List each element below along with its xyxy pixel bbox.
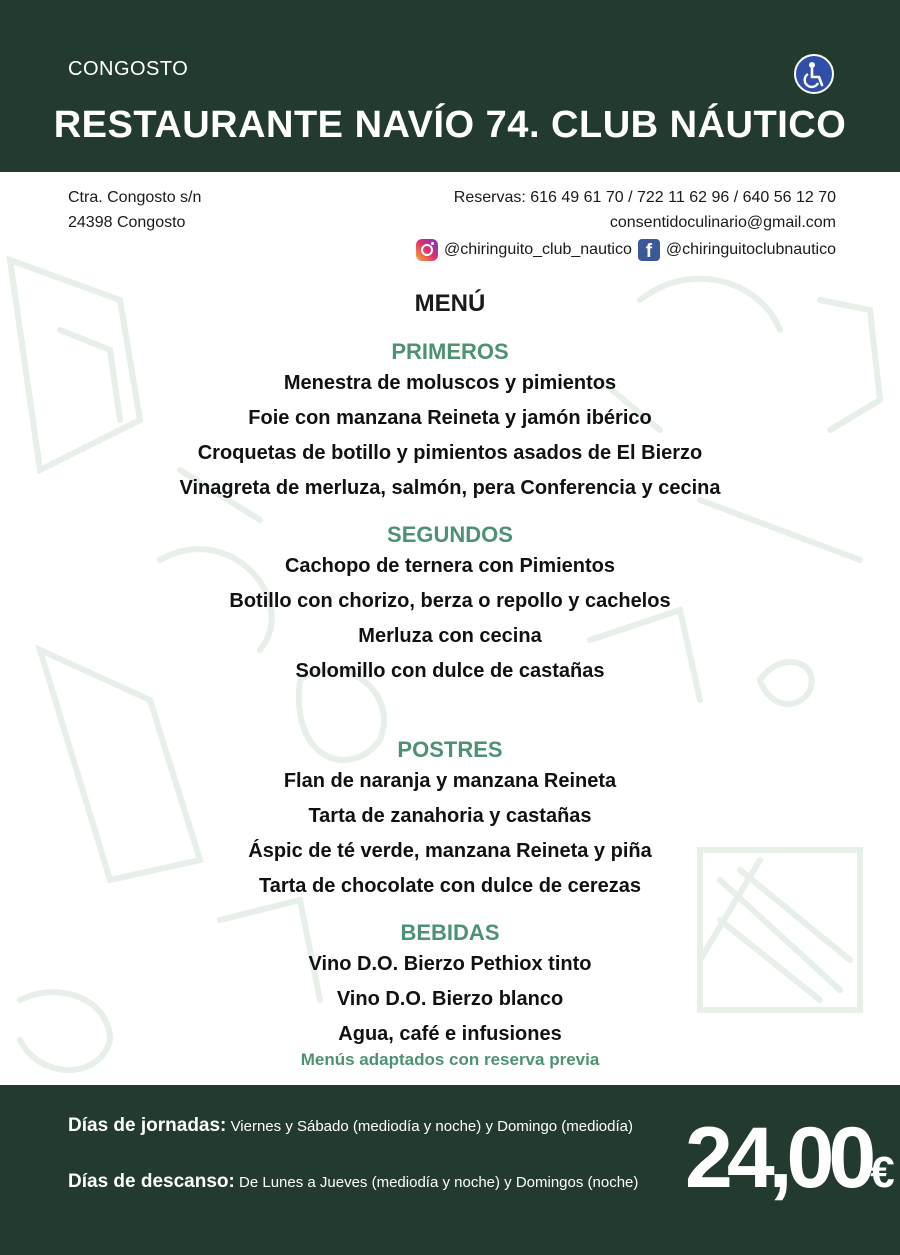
footer-banner (0, 1085, 900, 1255)
location-label: CONGOSTO (68, 58, 189, 80)
section-title: SEGUNDOS (387, 522, 513, 547)
restaurant-title: RESTAURANTE NAVÍO 74. CLUB NÁUTICO (53, 104, 847, 146)
price-amount: 24,00 (685, 1110, 871, 1206)
opening-days-value: Viernes y Sábado (mediodía y noche) y Domingo (mediodía) (230, 1118, 633, 1135)
dish-item: Vinagreta de merluza, salmón, pera Conferencia y cecina (179, 477, 721, 499)
wheelchair-icon (794, 54, 834, 94)
menu-sections (0, 338, 900, 1052)
closed-days-value: De Lunes a Jueves (mediodía y noche) y Domingos (noche) (239, 1174, 639, 1191)
dish-item: Solomillo con dulce de castañas (295, 660, 605, 682)
dish-item: Tarta de zanahoria y castañas (308, 805, 592, 827)
section-title: BEBIDAS (400, 920, 500, 945)
contact-block (454, 185, 836, 235)
dish-item: Cachopo de ternera con Pimientos (284, 555, 616, 577)
instagram-handle[interactable]: @chiringuito_club_nautico (443, 241, 632, 258)
opening-days-label: Días de jornadas: (68, 1115, 227, 1136)
section-title: POSTRES (397, 737, 503, 762)
dish-item: Merluza con cecina (358, 625, 542, 647)
dish-item: Flan de naranja y manzana Reineta (283, 770, 617, 792)
dish-item: Áspic de té verde, manzana Reineta y piña (248, 840, 652, 862)
drink-item: Agua, café e infusiones (338, 1023, 562, 1045)
instagram-icon (416, 239, 438, 261)
dish-item: Tarta de chocolate con dulce de cerezas (259, 875, 641, 897)
drink-item: Vino D.O. Bierzo blanco (336, 988, 564, 1010)
section-primeros (0, 338, 900, 506)
menu-title: MENÚ (414, 290, 486, 317)
email-link[interactable]: consentidoculinario@gmail.com (609, 214, 836, 231)
address-line-2: 24398 Congosto (68, 214, 186, 231)
address-line-1: Ctra. Congosto s/n (68, 189, 202, 206)
address-block (68, 185, 201, 235)
dish-item: Menestra de moluscos y pimientos (283, 372, 617, 394)
section-bebidas (0, 919, 900, 1052)
opening-days-row (68, 1115, 633, 1137)
menu-price (685, 1103, 895, 1228)
drink-item: Vino D.O. Bierzo Pethiox tinto (308, 953, 592, 975)
facebook-handle[interactable]: @chiringuitoclubnautico (665, 241, 836, 258)
dish-item: Croquetas de botillo y pimientos asados de El Bierzo (197, 442, 703, 464)
closed-days-label: Días de descanso: (68, 1171, 235, 1192)
section-postres (0, 736, 900, 904)
dish-item: Botillo con chorizo, berza o repollo y cachelos (229, 590, 671, 612)
price-currency: € (870, 1148, 895, 1197)
closed-days-row (68, 1171, 638, 1193)
social-links (416, 239, 836, 261)
section-title: PRIMEROS (391, 339, 509, 364)
header-banner (0, 0, 900, 172)
reservation-phones: Reservas: 616 49 61 70 / 722 11 62 96 / 640 56 12 70 (453, 189, 836, 206)
section-segundos (0, 521, 900, 689)
adapted-menus-note: Menús adaptados con reserva previa (300, 1050, 600, 1069)
dish-item: Foie con manzana Reineta y jamón ibérico (248, 407, 652, 429)
facebook-icon: f (638, 239, 660, 261)
